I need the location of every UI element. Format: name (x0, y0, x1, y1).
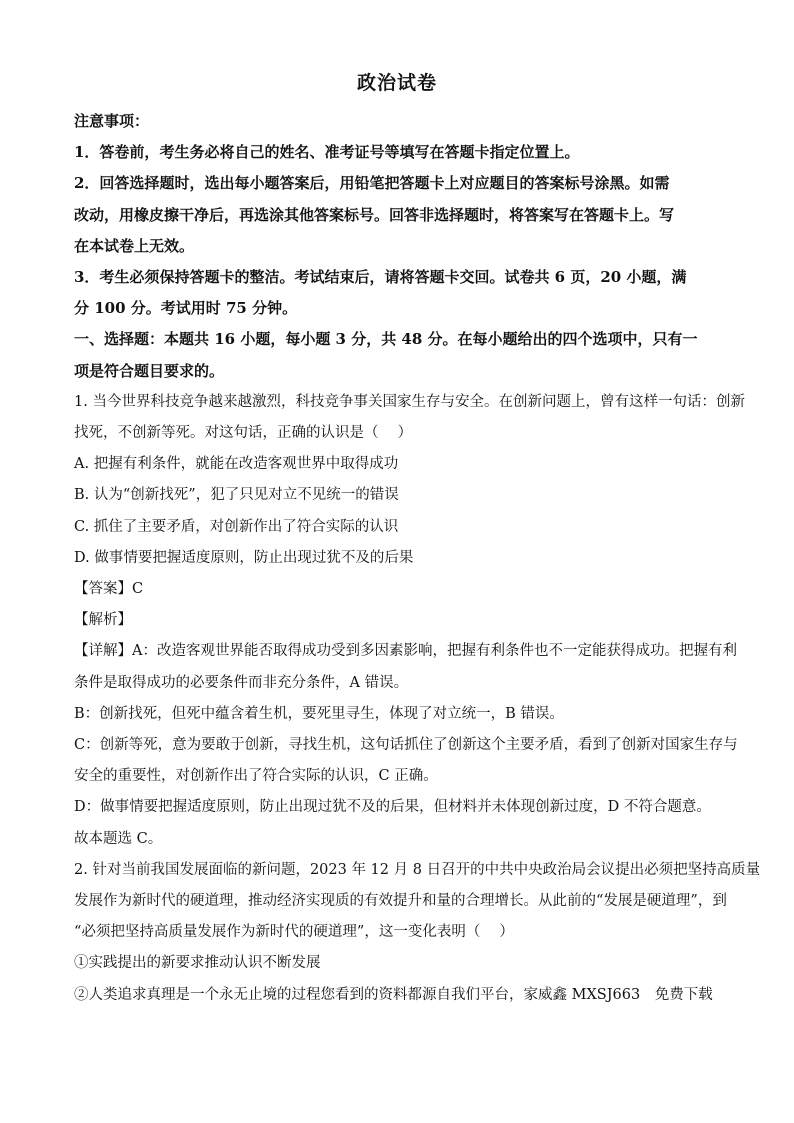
question-1-detail-line-1: 【详解】A：改造客观世界能否取得成功受到多因素影响，把握有利条件也不一定能获得成功。把握有利 (74, 643, 737, 660)
section-heading-line-2: 项是符合题目要求的。 (74, 361, 225, 380)
question-2-stem-line-3: “必须把坚持高质量发展作为新时代的硬道理”，这一变化表明（ ） (74, 924, 514, 941)
question-1-option-a: A. 把握有利条件，就能在改造客观世界中取得成功 (74, 456, 399, 473)
question-1-conclusion: 故本题选 C。 (74, 830, 163, 847)
notice-item-1: 1．答卷前，考生务必将自己的姓名、准考证号等填写在答题卡指定位置上。 (74, 143, 580, 162)
question-1-detail-c-line-2: 安全的重要性，对创新作出了符合实际的认识，C 正确。 (74, 768, 438, 785)
question-1-detail-b: B：创新找死，但死中蕴含着生机，要死里寻生，体现了对立统一，B 错误。 (74, 705, 564, 722)
question-1-option-b: B. 认为“创新找死”，犯了只见对立不见统一的错误 (74, 487, 399, 504)
question-2-stem-line-2: 发展作为新时代的硬道理，推动经济实现质的有效提升和量的合理增长。从此前的“发展是硬道理”，到 (74, 893, 727, 910)
notice-heading: 注意事项： (74, 112, 150, 130)
question-1-analysis-label: 【解析】 (74, 612, 132, 629)
question-1-detail-d: D：做事情要把握适度原则，防止出现过犹不及的后果，但材料并未体现创新过度，D 不符合题意。 (74, 799, 711, 816)
question-1-answer: 【答案】C (74, 581, 144, 598)
notice-item-2-line-1: 2．回答选择题时，选出每小题答案后，用铅笔把答题卡上对应题目的答案标号涂黑。如需 (74, 174, 670, 193)
question-2-stem-line-1: 2. 针对当前我国发展面临的新问题，2023 年 12 月 8 日召开的中共中央政治局会议提出必须把坚持高质量 (74, 861, 761, 878)
question-2-statement-2: ②人类追求真理是一个永无止境的过程您看到的资料都源自我们平台，家威鑫 MXSJ663 免费下载 (74, 986, 713, 1003)
question-1-detail-c-line-1: C：创新等死，意为要敢于创新，寻找生机，这句话抓住了创新这个主要矛盾，看到了创新对国家生存与 (74, 737, 738, 754)
question-1-stem-line-2: 找死，不创新等死。对这句话，正确的认识是（ ） (74, 425, 413, 442)
notice-item-3-line-2: 分 100 分。考试用时 75 分钟。 (74, 299, 298, 318)
notice-item-2-line-3: 在本试卷上无效。 (74, 236, 195, 255)
document-body (74, 106, 761, 1011)
notice-item-3-line-1: 3．考生必须保持答题卡的整洁。考试结束后，请将答题卡交回。试卷共 6 页，20 小题，满 (74, 268, 687, 287)
question-2-statement-1: ①实践提出的新要求推动认识不断发展 (74, 955, 321, 972)
section-heading-line-1: 一、选择题：本题共 16 小题，每小题 3 分，共 48 分。在每小题给出的四个选项中，只有一 (74, 330, 698, 349)
page-title: 政治试卷 (356, 72, 437, 94)
notice-item-2-line-2: 改动，用橡皮擦干净后，再选涂其他答案标号。回答非选择题时，将答案写在答题卡上。写 (74, 205, 675, 224)
question-1-option-d: D. 做事情要把握适度原则，防止出现过犹不及的后果 (74, 549, 414, 566)
question-1-stem-line-1: 1. 当今世界科技竞争越来越激烈，科技竞争事关国家生存与安全。在创新问题上，曾有这样一句话：创新 (74, 393, 745, 410)
question-1-option-c: C. 抓住了主要矛盾，对创新作出了符合实际的认识 (74, 518, 399, 535)
question-1-detail-line-2: 条件是取得成功的必要条件而非充分条件，A 错误。 (74, 674, 409, 691)
